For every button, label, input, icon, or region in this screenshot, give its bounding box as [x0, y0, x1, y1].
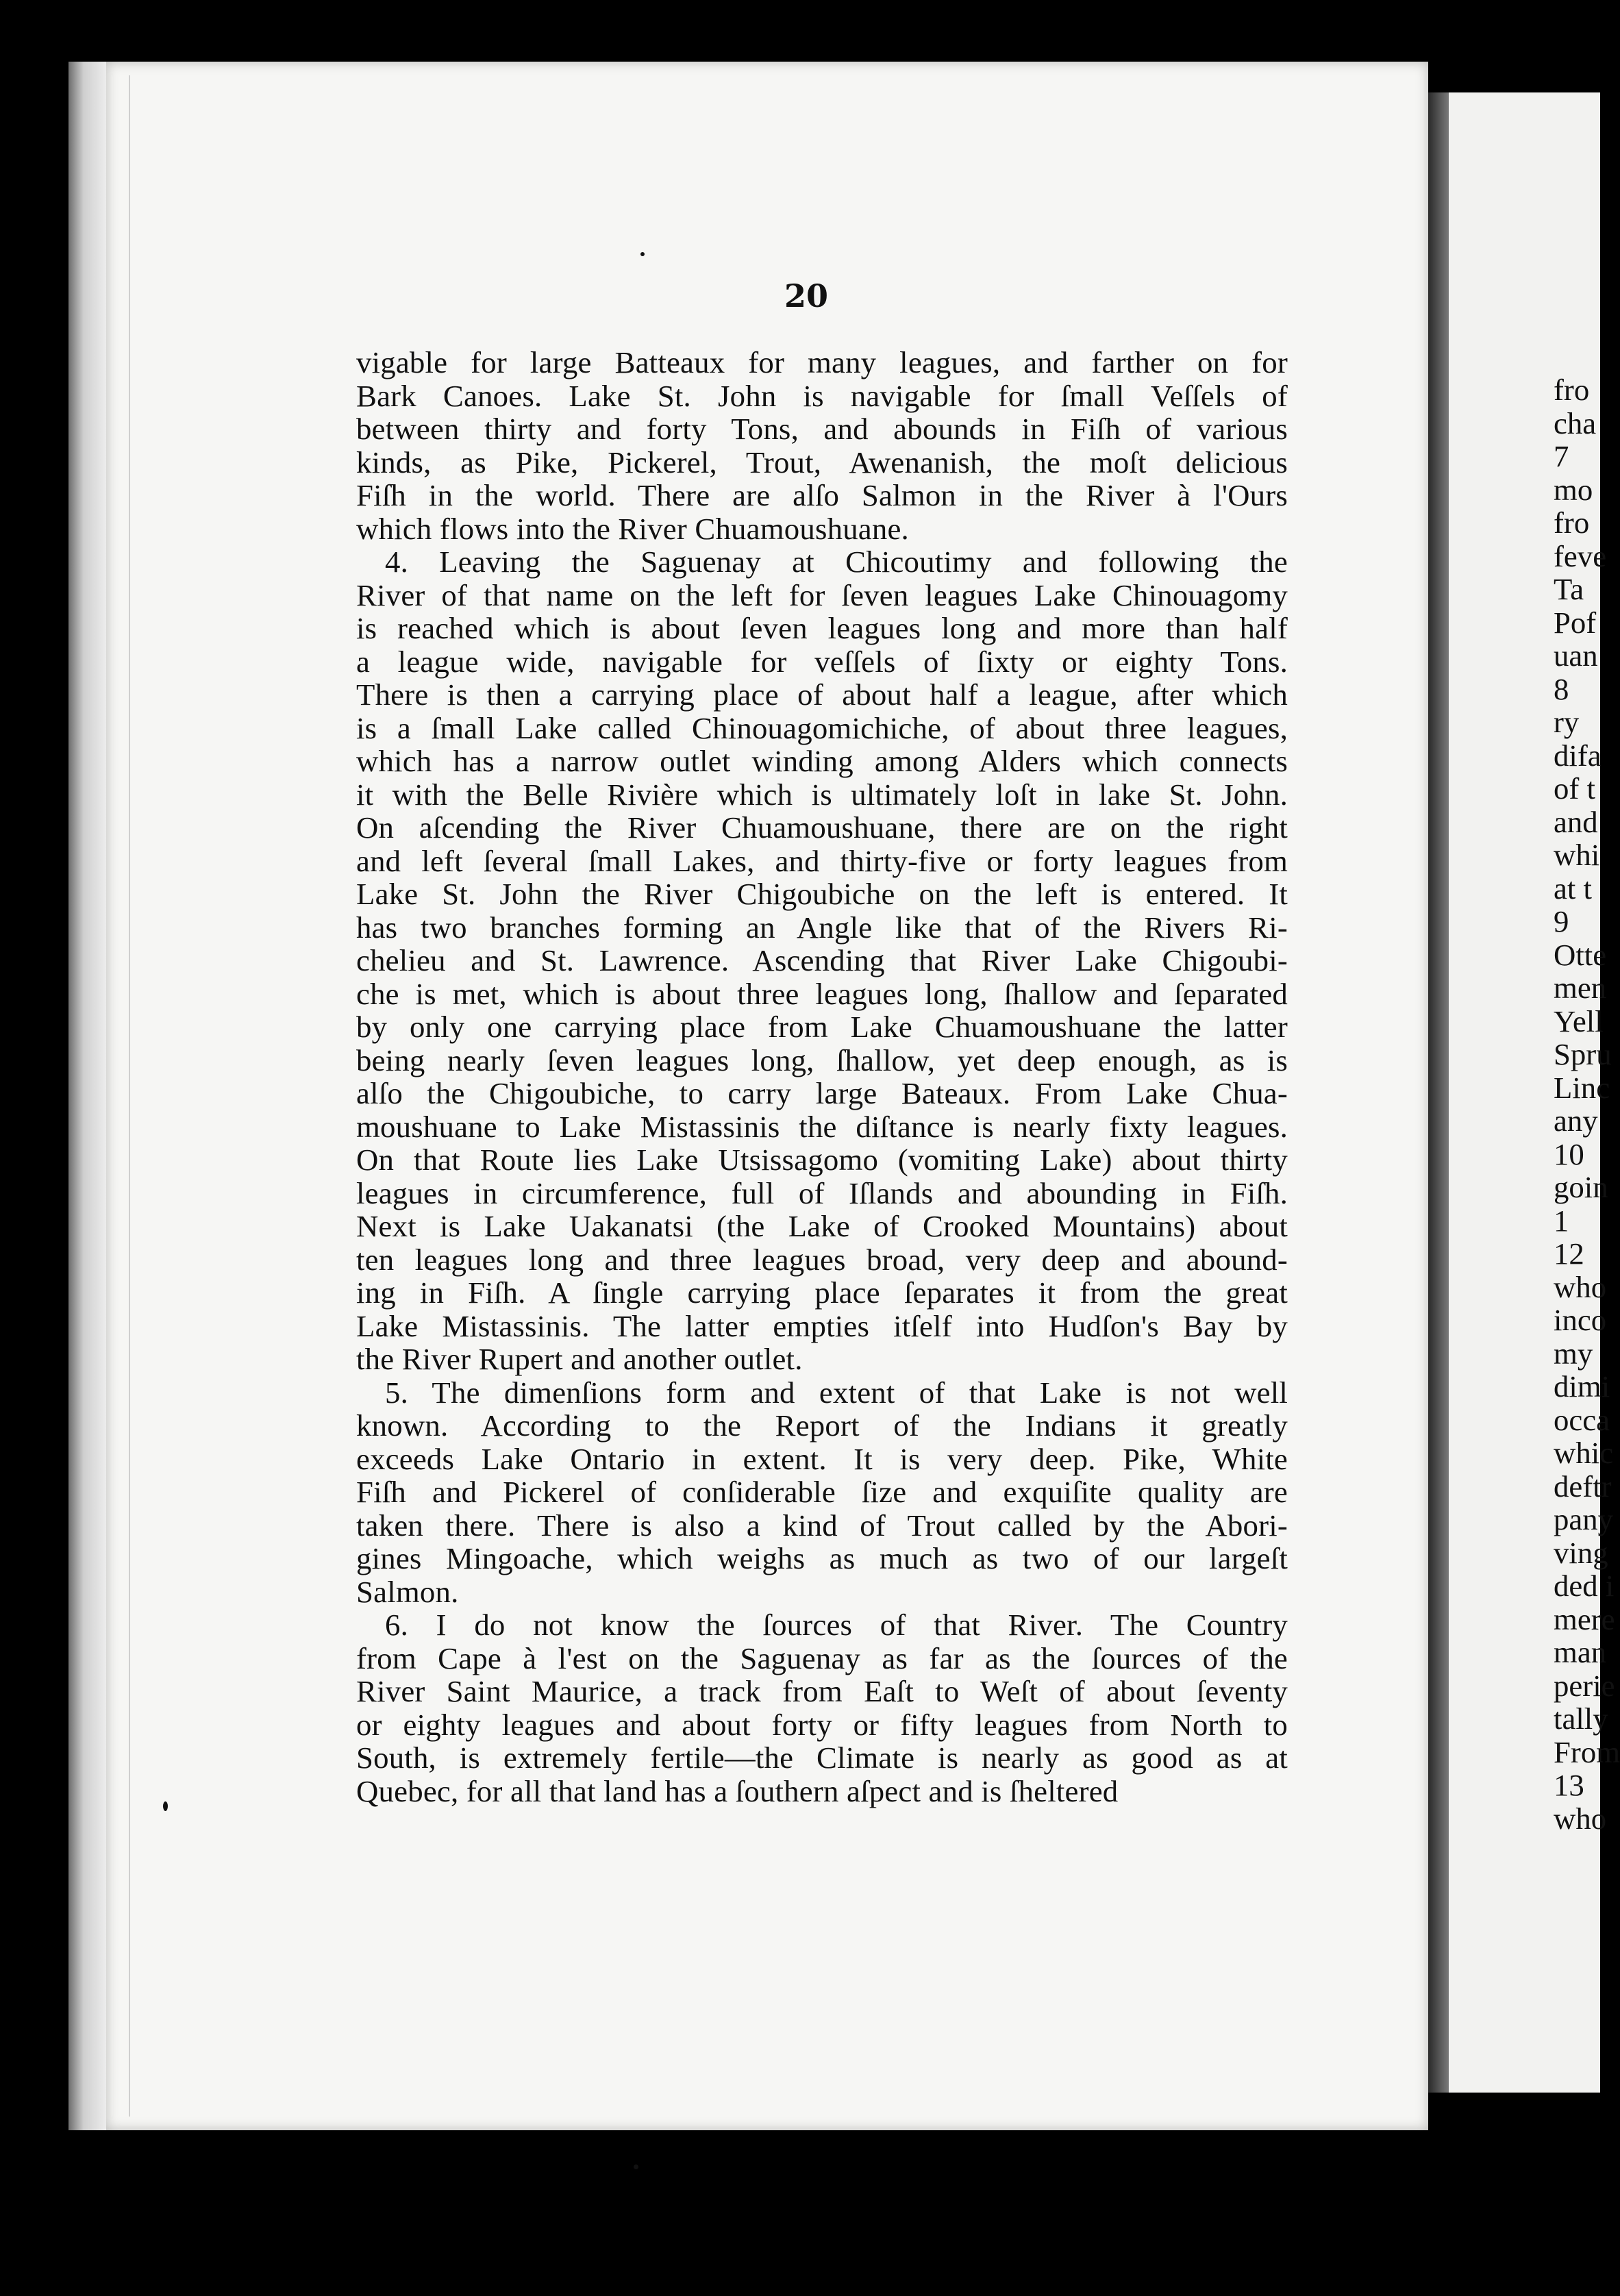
text-line: Lake Mistassinis. The latter empties itſelf into Hudſon's Bay by [356, 1308, 1288, 1343]
text-line: 4. Leaving the Saguenay at Chicoutimy and following the [385, 545, 1288, 579]
facing-text-fragment: who [1554, 1801, 1607, 1836]
book-gutter [1428, 92, 1449, 2093]
text-line: River of that name on the left for ſeven leagues Lake Chinouagomy [356, 577, 1288, 612]
facing-text-fragment: Linc [1554, 1070, 1610, 1105]
text-line: has two branches forming an Angle like that of the Rivers Ri- [356, 910, 1288, 945]
ink-speck [634, 2164, 638, 2169]
text-line: chelieu and St. Lawrence. Ascending that River Lake Chigoubi- [356, 943, 1288, 977]
text-line: Quebec, for all that land has a ſouthern aſpect and is ſheltered [356, 1773, 1119, 1808]
facing-text-fragment: 10 [1554, 1136, 1584, 1171]
facing-text-fragment: Otte [1554, 937, 1607, 972]
facing-text-fragment: 1 [1554, 1203, 1569, 1238]
facing-text-fragment: pany [1554, 1502, 1614, 1536]
facing-text-fragment: perie [1554, 1668, 1615, 1703]
facing-text-fragment: whi [1554, 838, 1600, 872]
text-line: the River Rupert and another outlet. [356, 1342, 803, 1376]
facing-text-fragment: deftr [1554, 1469, 1612, 1503]
facing-text-fragment: mo [1554, 472, 1593, 507]
page-edge-shadow [68, 62, 106, 2130]
facing-text-fragment: feve [1554, 538, 1607, 573]
page-number: 20 [784, 277, 829, 314]
facing-text-fragment: difa [1554, 738, 1602, 773]
text-line: che is met, which is about three leagues long, ſhallow and ſeparated [356, 976, 1288, 1011]
facing-text-fragment: cha [1554, 405, 1597, 440]
facing-text-fragment: any [1554, 1103, 1598, 1138]
facing-text-fragment: man [1554, 1635, 1607, 1669]
facing-text-fragment: who [1554, 1269, 1607, 1304]
text-line: Next is Lake Uakanatsi (the Lake of Crooked Mountains) about [356, 1209, 1288, 1243]
facing-text-fragment: 7 [1554, 439, 1569, 473]
facing-text-fragment: Pof [1554, 605, 1597, 640]
text-line: leagues in circumference, full of Iſlands and abounding in Fiſh. [356, 1175, 1288, 1210]
facing-text-fragment: of t [1554, 771, 1595, 806]
facing-text-fragment: fro [1554, 373, 1590, 407]
text-line: ten leagues long and three leagues broad, very deep and abound- [356, 1242, 1288, 1277]
facing-text-fragment: Spru [1554, 1037, 1612, 1071]
facing-page-text [1554, 373, 1620, 1835]
facing-text-fragment: inco [1554, 1303, 1607, 1337]
facing-text-fragment: 8 [1554, 671, 1569, 706]
text-line: ing in Fiſh. A ſingle carrying place ſeparates it from the great [356, 1275, 1288, 1310]
facing-text-fragment: ving [1554, 1535, 1608, 1570]
text-line: gines Mingoache, which weighs as much as two of our largeſt [356, 1541, 1288, 1575]
text-line: alſo the Chigoubiche, to carry large Bateaux. From Lake Chua- [356, 1076, 1288, 1110]
text-line: known. According to the Report of the Indians it greatly [356, 1408, 1288, 1443]
text-line: Lake St. John the River Chigoubiche on the left is entered. It [356, 877, 1288, 911]
facing-text-fragment: at t [1554, 871, 1592, 906]
text-line: being nearly ſeven leagues long, ſhallow, yet deep enough, as is [356, 1043, 1288, 1077]
facing-text-fragment: and [1554, 804, 1598, 839]
text-line: a league wide, navigable for veſſels of ſixty or eighty Tons. [356, 644, 1288, 679]
text-line: moushuane to Lake Mistassinis the diſtance is nearly fixty leagues. [356, 1109, 1288, 1144]
facing-text-fragment: 12 [1554, 1236, 1584, 1271]
text-line: exceeds Lake Ontario in extent. It is very deep. Pike, White [356, 1441, 1288, 1476]
body-text [356, 346, 1288, 1808]
text-line: kinds, as Pike, Pickerel, Trout, Awenanish, the moſt delicious [356, 445, 1288, 479]
facing-text-fragment: dimi [1554, 1369, 1610, 1403]
text-line: South, is extremely fertile—the Climate is nearly as good as at [356, 1740, 1288, 1775]
text-line: 5. The dimenſions form and extent of that Lake is not well [385, 1375, 1288, 1410]
facing-text-fragment: 9 [1554, 904, 1569, 938]
text-line: or eighty leagues and about forty or fifty leagues from North to [356, 1707, 1288, 1742]
text-line: vigable for large Batteaux for many leagues, and farther on for [356, 345, 1288, 379]
facing-text-fragment: my [1554, 1336, 1593, 1371]
facing-text-fragment: mere [1554, 1601, 1615, 1636]
facing-text-fragment: goin [1554, 1170, 1608, 1204]
facing-text-fragment: 13 [1554, 1768, 1584, 1802]
facing-text-fragment: tally [1554, 1701, 1608, 1736]
text-line: which flows into the River Chuamoushuane. [356, 511, 909, 546]
text-line: Fiſh in the world. There are alſo Salmon in the River à l'Ours [356, 478, 1288, 512]
facing-text-fragment: whic [1554, 1436, 1614, 1470]
facing-text-fragment: Ta [1554, 572, 1584, 606]
facing-text-fragment: ded i [1554, 1569, 1615, 1603]
text-line: it with the Belle Rivière which is ultimately loſt in lake St. John. [356, 777, 1288, 812]
text-line: and left ſeveral ſmall Lakes, and thirty-five or forty leagues from [356, 843, 1288, 878]
text-line: There is then a carrying place of about half a league, after which [356, 677, 1288, 712]
text-line: Fiſh and Pickerel of conſiderable ſize and exquiſite quality are [356, 1475, 1288, 1509]
page-border-line [129, 75, 130, 2117]
text-line: Bark Canoes. Lake St. John is navigable for ſmall Veſſels of [356, 378, 1288, 413]
facing-text-fragment: Yell [1554, 1003, 1604, 1038]
text-line: from Cape à l'est on the Saguenay as far as the ſources of the [356, 1640, 1288, 1675]
ink-speck [163, 1801, 168, 1811]
text-line: Salmon. [356, 1574, 459, 1609]
facing-text-fragment: fro [1554, 506, 1590, 540]
text-line: 6. I do not know the ſources of that River. The Country [385, 1608, 1288, 1642]
facing-text-fragment: men [1554, 971, 1607, 1005]
text-line: On aſcending the River Chuamoushuane, there are on the right [356, 810, 1288, 845]
facing-text-fragment: ry [1554, 705, 1580, 739]
text-line: River Saint Maurice, a track from Eaſt to Weſt of about ſeventy [356, 1674, 1288, 1708]
facing-text-fragment: uan [1554, 638, 1598, 673]
text-line: taken there. There is also a kind of Trout called by the Abori- [356, 1508, 1288, 1543]
text-line: is reached which is about ſeven leagues long and more than half [356, 611, 1288, 645]
text-line: by only one carrying place from Lake Chuamoushuane the latter [356, 1010, 1288, 1044]
facing-text-fragment: From [1554, 1734, 1620, 1769]
text-line: which has a narrow outlet winding among Alders which connects [356, 744, 1288, 778]
text-line: On that Route lies Lake Utsissagomo (vomiting Lake) about thirty [356, 1143, 1288, 1177]
ink-speck [640, 252, 645, 256]
text-line: is a ſmall Lake called Chinouagomichiche, of about three leagues, [356, 710, 1288, 745]
facing-text-fragment: occa [1554, 1402, 1610, 1437]
text-line: between thirty and forty Tons, and abounds in Fiſh of various [356, 412, 1288, 446]
